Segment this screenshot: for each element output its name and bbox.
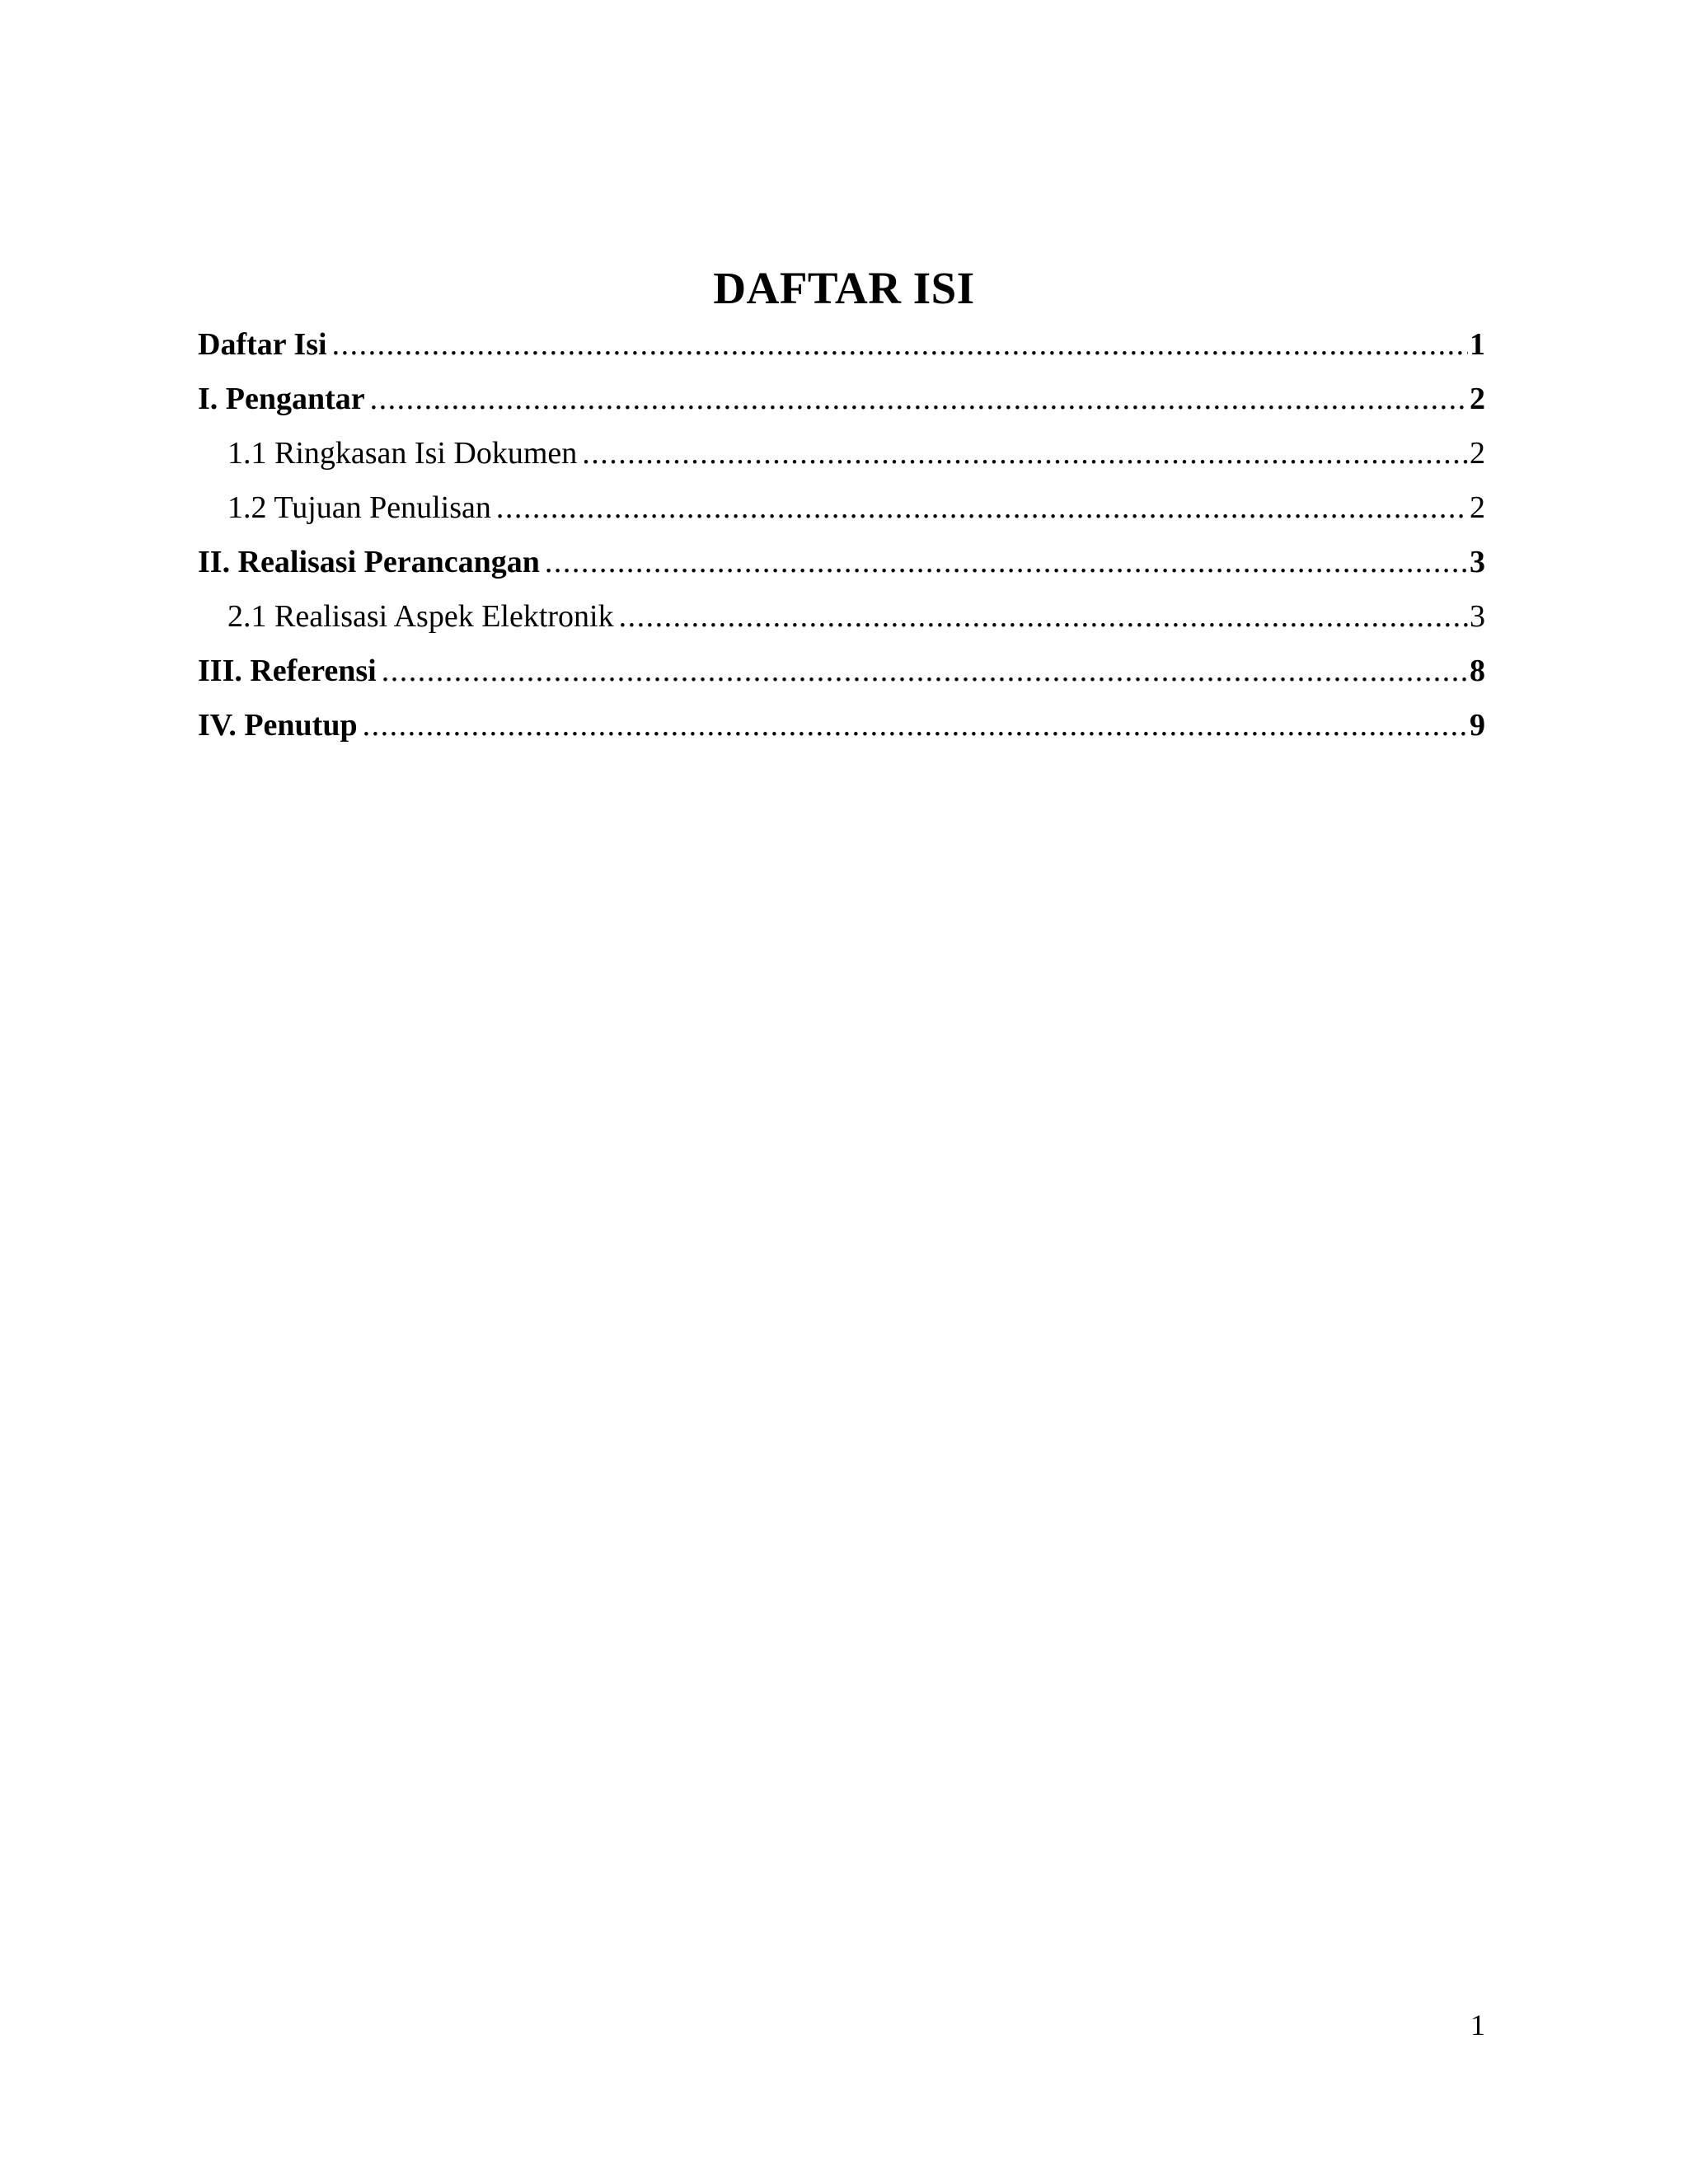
toc-dot-leader xyxy=(496,480,1468,535)
toc-dot-leader xyxy=(582,426,1468,480)
toc-dot-leader xyxy=(363,698,1468,752)
toc-entry-page: 8 xyxy=(1470,654,1485,688)
toc-entry-label: I. Pengantar xyxy=(198,382,365,416)
toc-dot-leader xyxy=(382,644,1468,698)
toc-dot-leader xyxy=(332,317,1468,372)
toc-entry-page: 3 xyxy=(1470,599,1485,634)
toc-entry-realisasi-aspek-elektronik[interactable] xyxy=(198,589,1485,644)
toc-entry-page: 2 xyxy=(1470,436,1485,471)
toc-entry-page: 9 xyxy=(1470,708,1485,743)
toc-entry-ringkasan-isi-dokumen[interactable] xyxy=(198,426,1485,480)
toc-entry-page: 1 xyxy=(1470,327,1485,362)
toc-entry-label: 1.2 Tujuan Penulisan xyxy=(227,490,491,525)
toc-entry-daftar-isi[interactable] xyxy=(198,317,1485,372)
toc-entry-label: IV. Penutup xyxy=(198,708,358,743)
toc-entry-page: 2 xyxy=(1470,490,1485,525)
toc-entry-referensi[interactable] xyxy=(198,644,1485,698)
toc-entry-pengantar[interactable] xyxy=(198,372,1485,426)
toc-entry-page: 3 xyxy=(1470,545,1485,579)
page-number: 1 xyxy=(1470,2008,1485,2041)
toc-entry-label: Daftar Isi xyxy=(198,327,327,362)
toc-entry-label: II. Realisasi Perancangan xyxy=(198,545,540,579)
table-of-contents xyxy=(198,317,1485,752)
toc-dot-leader xyxy=(619,589,1468,644)
toc-dot-leader xyxy=(545,535,1468,589)
toc-dot-leader xyxy=(370,372,1468,426)
toc-entry-penutup[interactable] xyxy=(198,698,1485,752)
toc-entry-label: 2.1 Realisasi Aspek Elektronik xyxy=(227,599,614,634)
toc-entry-label: III. Referensi xyxy=(198,654,377,688)
toc-entry-page: 2 xyxy=(1470,382,1485,416)
page-title: DAFTAR ISI xyxy=(713,262,975,313)
toc-entry-realisasi-perancangan[interactable] xyxy=(198,535,1485,589)
toc-entry-label: 1.1 Ringkasan Isi Dokumen xyxy=(227,436,578,471)
toc-entry-tujuan-penulisan[interactable] xyxy=(198,480,1485,535)
